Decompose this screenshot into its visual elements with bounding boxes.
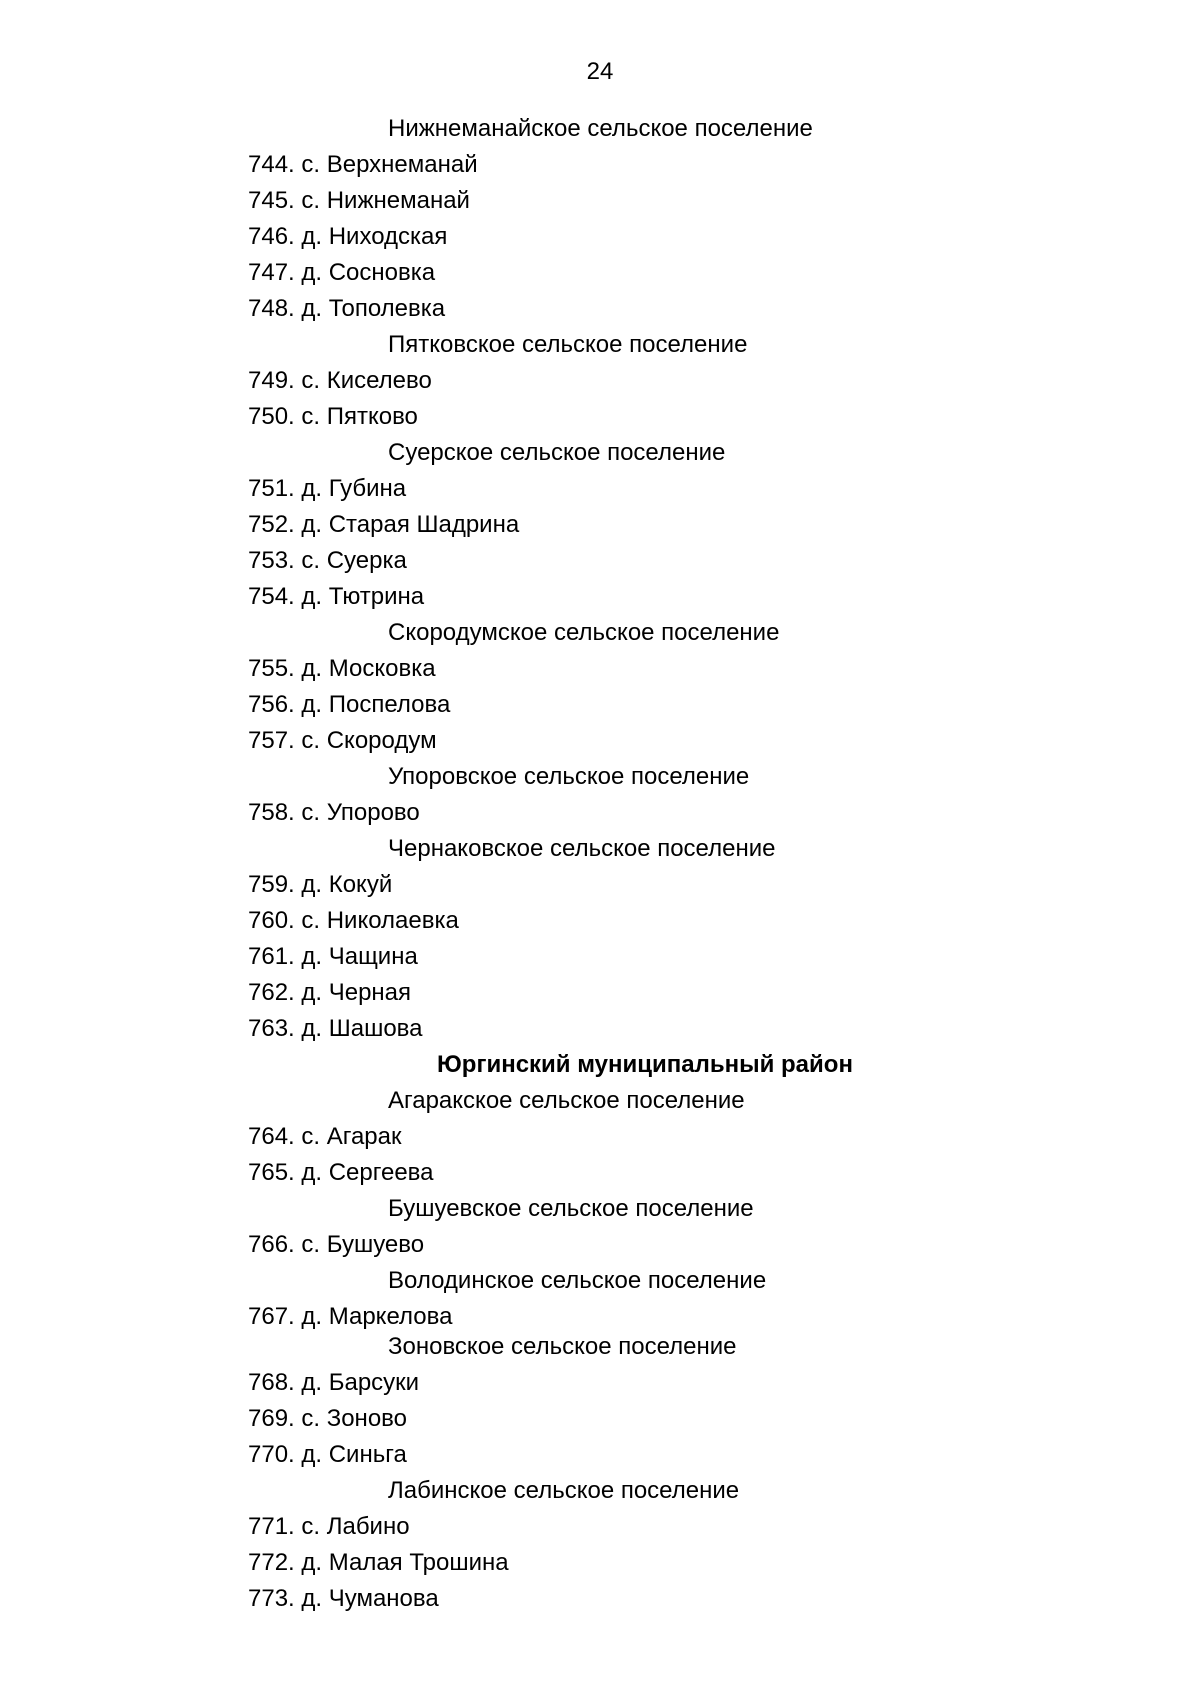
settlement-heading: Пятковское сельское поселение [388,331,748,358]
list-item: 753. с. Суерка [248,547,407,574]
list-item: 771. с. Лабино [248,1513,410,1540]
list-item: 748. д. Тополевка [248,295,446,322]
list-item: 773. д. Чуманова [248,1585,439,1612]
list-item: 751. д. Губина [248,475,407,502]
list-item: 745. с. Нижнеманай [248,187,470,214]
page-number: 24 [586,58,614,85]
settlement-heading: Бушуевское сельское поселение [388,1195,754,1222]
settlement-heading: Нижнеманайское сельское поселение [388,115,813,142]
list-item: 750. с. Пятково [248,403,418,430]
settlement-heading: Володинское сельское поселение [388,1267,767,1294]
list-item: 762. д. Черная [248,979,412,1006]
list-item: 752. д. Старая Шадрина [248,511,520,538]
list-item: 747. д. Сосновка [248,259,436,286]
list-item: 770. д. Синьга [248,1441,407,1468]
list-item: 754. д. Тютрина [248,583,425,610]
list-item: 763. д. Шашова [248,1015,423,1042]
list-item: 756. д. Поспелова [248,691,451,718]
settlement-heading: Лабинское сельское поселение [388,1477,740,1504]
settlement-heading: Чернаковское сельское поселение [388,835,776,862]
list-item: 744. с. Верхнеманай [248,151,478,178]
settlement-heading: Упоровское сельское поселение [388,763,750,790]
list-item: 769. с. Зоново [248,1405,407,1432]
settlement-heading: Суерское сельское поселение [388,439,726,466]
list-item: 772. д. Малая Трошина [248,1549,509,1576]
settlement-heading: Скородумское сельское поселение [388,619,780,646]
list-item: 757. с. Скородум [248,727,437,754]
list-item: 755. д. Московка [248,655,436,682]
list-item: 765. д. Сергеева [248,1159,434,1186]
settlement-heading: Зоновское сельское поселение [388,1333,737,1360]
list-item: 760. с. Николаевка [248,907,459,934]
list-item: 766. с. Бушуево [248,1231,425,1258]
list-item: 746. д. Ниходская [248,223,448,250]
list-item: 749. с. Киселево [248,367,432,394]
list-item: 764. с. Агарак [248,1123,402,1150]
list-item: 767. д. Маркелова [248,1303,453,1330]
list-item: 758. с. Упорово [248,799,420,826]
list-item: 768. д. Барсуки [248,1369,420,1396]
list-item: 761. д. Чащина [248,943,418,970]
settlement-heading: Агаракское сельское поселение [388,1087,745,1114]
list-item: 759. д. Кокуй [248,871,393,898]
district-heading: Юргинский муниципальный район [437,1051,853,1078]
